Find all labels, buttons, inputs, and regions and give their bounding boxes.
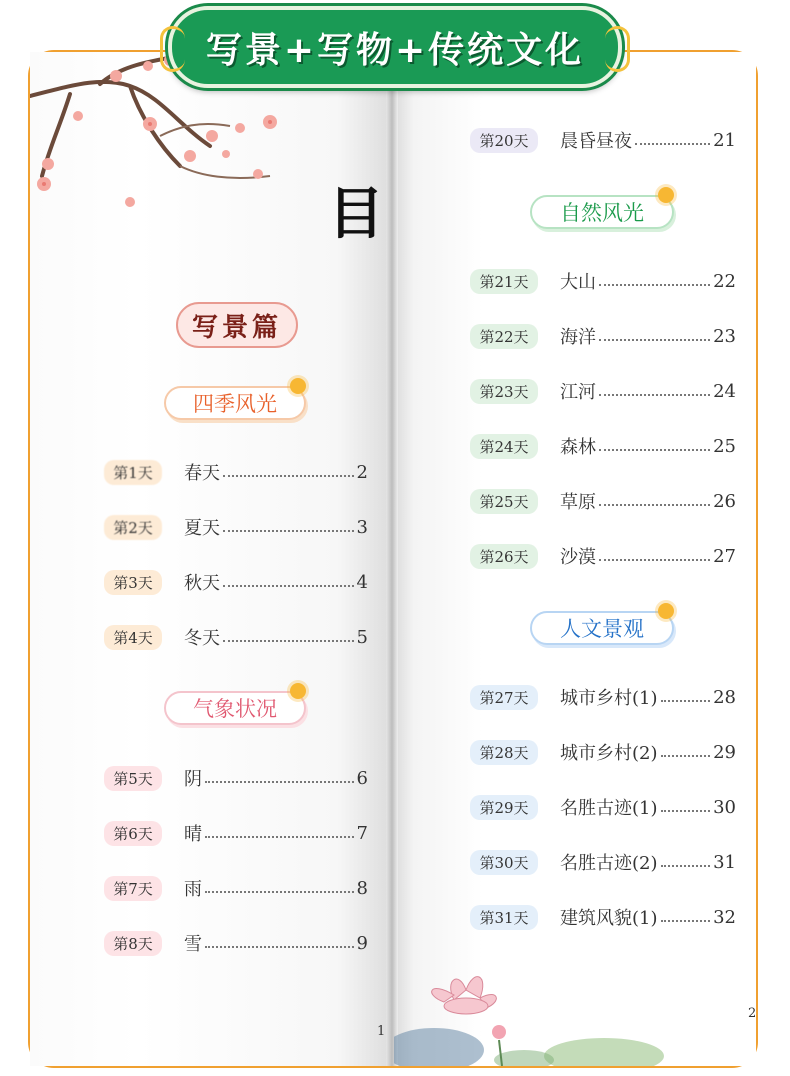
entry-title: 名胜古迹(2)	[560, 853, 658, 874]
page-number: 6	[356, 767, 368, 789]
page-number: 23	[713, 325, 736, 347]
page-number: 4	[356, 571, 368, 593]
entry-title: 草原	[560, 492, 596, 513]
entry-title: 雨	[184, 879, 202, 900]
entry-title: 春天	[184, 463, 220, 484]
page-number: 2	[356, 461, 368, 483]
dot-leader	[661, 810, 711, 812]
toc-entry[interactable]	[104, 460, 368, 484]
dot-leader	[661, 920, 711, 922]
toc-entry[interactable]	[470, 544, 736, 568]
day-badge: 第31天	[470, 905, 538, 930]
toc-entry[interactable]	[104, 766, 368, 790]
section-heading: 人文景观	[530, 611, 674, 645]
contents-title: 目	[328, 182, 384, 247]
dot-leader	[661, 755, 711, 757]
toc-entry[interactable]	[104, 625, 368, 649]
dot-leader	[599, 559, 710, 561]
toc-entry[interactable]	[104, 515, 368, 539]
page-number: 5	[356, 626, 368, 648]
entry-title: 晴	[184, 824, 202, 845]
day-badge: 第27天	[470, 685, 538, 710]
series-banner	[168, 6, 622, 88]
toc-entry[interactable]	[470, 324, 736, 348]
section-heading: 四季风光	[164, 386, 306, 420]
entry-title: 建筑风貌(1)	[560, 908, 658, 929]
page-number: 29	[713, 741, 736, 763]
entry-title: 秋天	[184, 573, 220, 594]
dot-leader	[223, 640, 354, 642]
dot-leader	[205, 946, 354, 948]
sun-icon	[290, 378, 306, 394]
page-number: 32	[713, 906, 736, 928]
day-badge: 第23天	[470, 379, 538, 404]
dot-leader	[599, 394, 710, 396]
dot-leader	[223, 475, 354, 477]
entry-title: 海洋	[560, 327, 596, 348]
toc-entry[interactable]	[104, 821, 368, 845]
toc-entry[interactable]	[470, 795, 736, 819]
toc-entry[interactable]	[104, 876, 368, 900]
day-badge: 第1天	[104, 460, 162, 485]
dot-leader	[223, 585, 354, 587]
page-number: 3	[356, 516, 368, 538]
entry-title: 江河	[560, 382, 596, 403]
day-badge: 第5天	[104, 766, 162, 791]
day-badge: 第20天	[470, 128, 538, 153]
left-page-number: 1	[377, 1024, 386, 1039]
page-number: 8	[356, 877, 368, 899]
dot-leader	[205, 836, 354, 838]
day-badge: 第21天	[470, 269, 538, 294]
page-number: 27	[713, 545, 736, 567]
toc-entry[interactable]	[470, 850, 736, 874]
toc-entry[interactable]	[470, 740, 736, 764]
right-page-number: 2	[748, 1006, 757, 1021]
entry-title: 冬天	[184, 628, 220, 649]
entry-title: 晨昏昼夜	[560, 131, 632, 152]
entry-title: 名胜古迹(1)	[560, 798, 658, 819]
toc-entry[interactable]	[470, 269, 736, 293]
page-number: 22	[713, 270, 736, 292]
day-badge: 第25天	[470, 489, 538, 514]
day-badge: 第22天	[470, 324, 538, 349]
entry-title: 夏天	[184, 518, 220, 539]
book-spine	[386, 52, 398, 1066]
toc-entry[interactable]	[470, 905, 736, 929]
entry-title: 雪	[184, 934, 202, 955]
page-number: 21	[713, 129, 736, 151]
sun-icon	[290, 683, 306, 699]
day-badge: 第29天	[470, 795, 538, 820]
day-badge: 第3天	[104, 570, 162, 595]
dot-leader	[599, 449, 710, 451]
sun-icon	[658, 603, 674, 619]
dot-leader	[635, 143, 710, 145]
day-badge: 第28天	[470, 740, 538, 765]
day-badge: 第2天	[104, 515, 162, 540]
day-badge: 第30天	[470, 850, 538, 875]
entry-title: 大山	[560, 272, 596, 293]
entry-title: 森林	[560, 437, 596, 458]
day-badge: 第26天	[470, 544, 538, 569]
section-heading: 气象状况	[164, 691, 306, 725]
toc-entry[interactable]	[104, 931, 368, 955]
banner-title: 写景+写物+传统文化	[205, 29, 585, 71]
day-badge: 第8天	[104, 931, 162, 956]
entry-title: 城市乡村(1)	[560, 688, 658, 709]
toc-entry[interactable]	[470, 434, 736, 458]
day-badge: 第4天	[104, 625, 162, 650]
page-number: 30	[713, 796, 736, 818]
toc-entry[interactable]	[470, 489, 736, 513]
dot-leader	[599, 339, 710, 341]
toc-entry[interactable]	[470, 128, 736, 152]
page-number: 24	[713, 380, 736, 402]
part-title: 写景篇	[176, 302, 298, 348]
sun-icon	[658, 187, 674, 203]
toc-entry[interactable]	[470, 379, 736, 403]
day-badge: 第7天	[104, 876, 162, 901]
page-number: 9	[356, 932, 368, 954]
entry-title: 沙漠	[560, 547, 596, 568]
dot-leader	[599, 504, 710, 506]
entry-title: 阴	[184, 769, 202, 790]
entry-title: 城市乡村(2)	[560, 743, 658, 764]
page-number: 28	[713, 686, 736, 708]
toc-entry[interactable]	[104, 570, 368, 594]
section-heading: 自然风光	[530, 195, 674, 229]
page-number: 7	[356, 822, 368, 844]
page-number: 26	[713, 490, 736, 512]
lotus-flower-icon	[394, 960, 674, 1066]
day-badge: 第6天	[104, 821, 162, 846]
page-number: 31	[713, 851, 736, 873]
dot-leader	[661, 865, 711, 867]
page-number: 25	[713, 435, 736, 457]
dot-leader	[599, 284, 710, 286]
dot-leader	[661, 700, 711, 702]
dot-leader	[205, 891, 354, 893]
day-badge: 第24天	[470, 434, 538, 459]
toc-entry[interactable]	[470, 685, 736, 709]
dot-leader	[205, 781, 354, 783]
dot-leader	[223, 530, 354, 532]
